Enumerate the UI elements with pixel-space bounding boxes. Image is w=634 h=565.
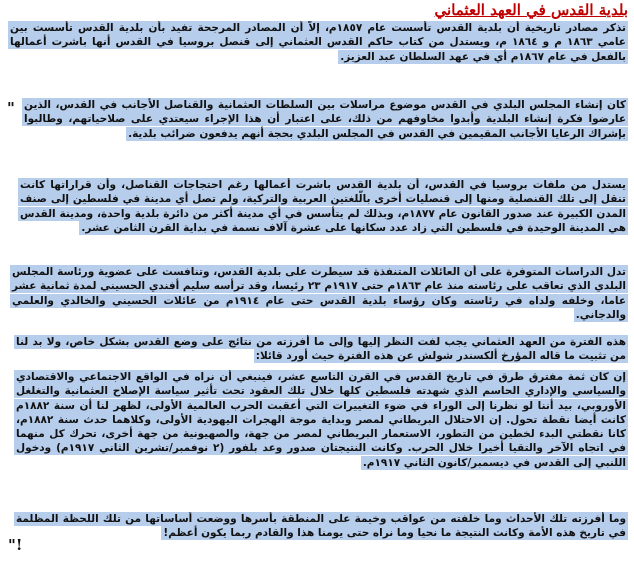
- paragraph-prussia-files: [18, 178, 628, 250]
- paragraph-schoelch-quote: [14, 370, 628, 505]
- page-title: بلدية القدس في العهد العثماني: [434, 1, 628, 19]
- paragraph-text: تدل الدراسات المتوفرة على أن العائلات المتنفذة قد سيطرت على بلدية القدس، وتنافست على عضوية ورئاسة المجلس البلدي الذي تعاقب على رئاسته منذ عام ١٨٦٣م حتى ١٩١٧م ٢٣ رئيسا، وقد ترأسه سليم أفندي الحسيني لمدة ثمانية عشر عاما، وخلفه ولداه في رئاسته وكان رؤساء بلدية القدس حتى عام ١٩١٤م من عائلات الحسيني والخالدي والعلمي والدجاني.: [12, 266, 627, 321]
- paragraph-conclusion: [14, 512, 628, 558]
- paragraph-text: إن كان ثمة مفترق طرق في تاريخ القدس في القرن التاسع عشر، فينبغي أن نراه في الواقع الاجتماعي والاقتصادي والسياسي والإداري الحاسم الذي شهدته فلسطين كلها خلال تلك العقود تحت تأثير سياسة الإصلاح العثمانية والتغلغل الأوروبي، بيد أننا لو نظرنا إلى الوراء في ضوء التغييرات التي أعقبت الحرب العالمية الأولى، لظهر لنا أن سنة ١٨٨٢م كانت أيضا نقطة تحول. إن الاحتلال البريطاني لمصر وبداية موجة الهجرات اليهودية الأولى، وكلاهما حدث سنة ١٨٨٢م، كانا نقطتي البدء لخطين من التطور، الاستعمار البريطاني لمصر من جهة، والصهيونية من جهة أخرى، تحرك كل منهما في اتجاه الآخر والتقيا أخيرا خلال الحرب. وكانت النتيجتان صدور وعد بلفور (٢ نوفمبر/تشرين الثاني ١٩١٧م) ودخول اللنبي إلى القدس في ديسمبر/كانون الثاني ١٩١٧م.: [16, 371, 626, 469]
- paragraph-text: هذه الفترة من العهد العثماني يجب لفت النظر إليها وإلى ما أفرزته من نتائج على وضع القدس بشكل خاص، ولا بد لنا من تثبيت ما قاله المؤرخ ألكسندر شولش عن هذه الفترة حيث أورد قائلا:: [16, 336, 626, 363]
- paragraph-consuls: [22, 98, 628, 158]
- opening-quote-mark: ": [7, 99, 15, 117]
- paragraph-period: [14, 335, 628, 366]
- paragraph-families: [10, 265, 628, 323]
- paragraph-founding: [8, 21, 628, 67]
- paragraph-text: كان إنشاء المجلس البلدي في القدس موضوع مراسلات بين السلطات العثمانية والقناصل الأجانب في القدس، الذين عارضوا فكرة إنشاء البلدية وأبدوا مخاوفهم من ذلك، على اعتبار أن هذا الإجراء سيعتدي على صلاحياتهم، وطالبوا بإشراك الرعايا الأجانب المقيمين في القدس في المجلس البلدي بحجة أنهم يدفعون ضرائب بلدية.: [24, 99, 626, 140]
- paragraph-text: وما أفرزته تلك الأحداث وما خلفته من عواقب وخيمة على المنطقة بأسرها ووضعت أساساتها من تلك اللحظة المظلمة في تاريخ هذه الأمة وكانت النتيجة ما نحيا وما نراه حتى يومنا هذا والقادم ربما يكون أعظم!: [16, 513, 626, 540]
- closing-quote-mark: !": [8, 536, 23, 554]
- paragraph-text: يستدل من ملفات بروسيا في القدس، أن بلدية القدس باشرت أعمالها رغم احتجاجات القناصل، وأن قراراتها كانت تنقل إلى تلك القنصلية ومنها إلى قنصليات أخرى بالّلغتين العربية والتركية، ولم تصل أي مدينة في فلسطين إلى صنف المدن الكبيرة عند صدور القانون عام ١٨٧٧م، وبذلك لم يتأسس في أي مدينة أكثر من دائرة بلدية واحدة، ومدينة القدس هي المدينة الوحيدة في فلسطين التي زاد عدد سكانها على عشرة آلاف نسمة في بداية القرن الثامن عشر.: [20, 179, 627, 234]
- paragraph-text: تذكر مصادر تاريخية أن بلدية القدس تأسست عام ١٨٥٧م، إلاّ أن المصادر المرجحة تفيد بأن بلدية القدس تأسست بين عامي ١٨٦٣ م و ١٨٦٤ م، ويستدل من كتاب حاكم القدس العثماني إلى قنصل بروسيا في القدس أنها باشرت أعمالها بالفعل في عام ١٨٦٧م أي في عهد السلطان عبد العزيز.: [10, 22, 626, 63]
